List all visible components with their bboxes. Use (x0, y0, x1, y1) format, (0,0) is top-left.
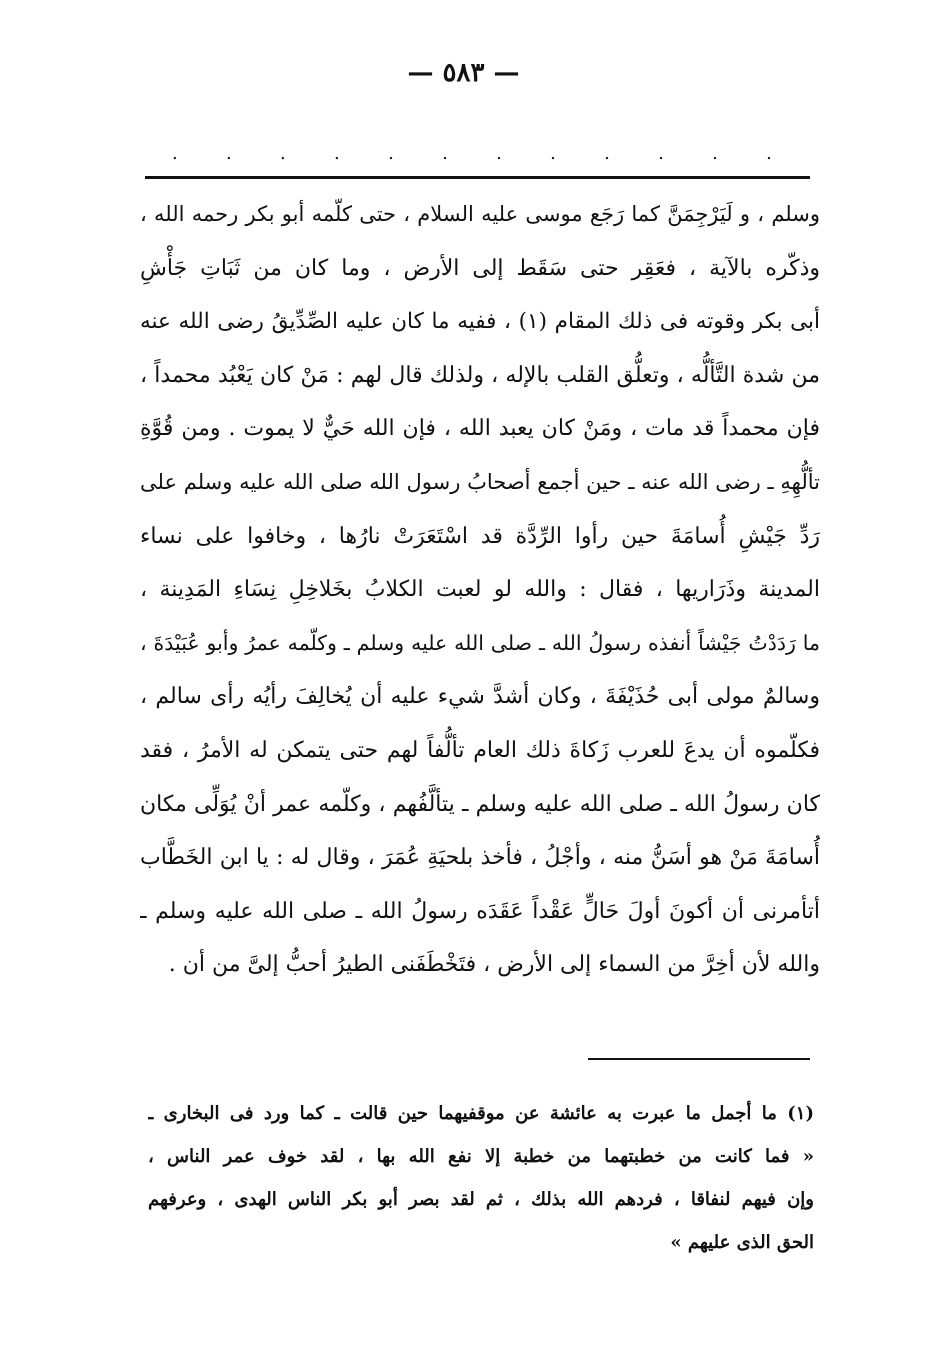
ornament-dot: . (766, 143, 772, 164)
ornament-dot: . (658, 143, 664, 164)
text-line: فإن محمداً قد مات ، ومَنْ كان يعبد الله ، فإن الله حَيٌّ لا يموت . ومن قُوَّةِ (140, 416, 820, 442)
text-line: وسالمٌ مولى أبى حُذَيْفَةَ ، وكان أشدَّ شيء عليه أن يُخالِفَ رأيُه رأى سالم ، (140, 684, 820, 710)
ornament-dot: . (712, 143, 718, 164)
text-line: رَدِّ جَيْشِ أُسامَةَ حين رأوا الرِّدَّة قد اسْتَعَرَتْ نارُها ، وخافوا على نساء (140, 523, 820, 549)
header-rule (145, 176, 810, 179)
ornament-dot: . (604, 143, 610, 164)
body-text (140, 188, 820, 992)
text-line: وسلم ، و لَيَرْجِمَنَّ كما رَجَع موسى عليه السلام ، حتى كلّمه أبو بكر رحمه الله ، (140, 202, 820, 226)
ornament-dot: . (442, 143, 448, 164)
ornament-row (172, 145, 772, 163)
footnote-line: (١) ما أجمل ما عبرت به عائشة عن موقفيهما حين قالت ـ كما ورد فى البخارى ـ (148, 1103, 814, 1124)
text-line: المدينة وذَرَاريها ، فقال : والله لو لعبت الكلابُ بخَلاخِلِ نِسَاءِ المَدِينة ، (140, 577, 820, 603)
page-number: — ٥٨٣ — (407, 58, 520, 88)
text-line: والله لأن أخِرَّ من السماء إلى الأرض ، فتَخْطَفَنى الطيرُ أحبُّ إلىَّ من أن . (168, 952, 820, 978)
footnote-line: وإن فيهم لنفاقا ، فردهم الله بذلك ، ثم لقد بصر أبو بكر الناس الهدى ، وعرفهم (148, 1189, 814, 1210)
text-line: تألُّهِهِ ـ رضى الله عنه ـ حين أجمع أصحابُ رسول الله صلى الله عليه وسلم على (140, 469, 820, 494)
text-line: ما رَدَدْتُ جَيْشاً أنفذه رسولُ الله ـ صلى الله عليه وسلم ـ وكلّمه عمرُ وأبو عُبَيْدَةَ ، (140, 630, 820, 655)
text-line: كان رسولُ الله ـ صلى الله عليه وسلم ـ يتألَّفُهم ، وكلّمه عمر أنْ يُوَلِّى مكان (140, 791, 820, 817)
ornament-dot: . (226, 143, 232, 164)
text-line: وذكّره بالآية ، فعَقِر حتى سَقَط إلى الأرض ، وما كان من ثَبَاتِ جَأْشِ (140, 255, 820, 281)
ornament-dot: . (388, 143, 394, 164)
ornament-dot: . (280, 143, 286, 164)
ornament-dot: . (172, 143, 178, 164)
ornament-dot: . (550, 143, 556, 164)
text-line: أُسامَةَ مَنْ هو أسَنُّ منه ، وأجْلُ ، فأخذ بلحيَةِ عُمَرَ ، وقال له : يا ابن الخَطَّاب (140, 845, 820, 871)
ornament-dot: . (496, 143, 502, 164)
text-line: أبى بكر وقوته فى ذلك المقام (١) ، ففيه ما كان عليه الصِّدِّيقُ رضى الله عنه (140, 309, 820, 335)
ornament-dot: . (334, 143, 340, 164)
footnote-line: « فما كانت من خطبتهما من خطبة إلا نفع الله بها ، لقد خوف عمر الناس ، (148, 1146, 814, 1167)
text-line: أتأمرنى أن أكونَ أولَ حَالٍّ عَقْداً عَقَدَه رسولُ الله ـ صلى الله عليه وسلم ـ (140, 898, 820, 924)
footnote-rule (588, 1058, 810, 1060)
footnote-line: الحق الذى عليهم » (670, 1232, 814, 1253)
footnote (148, 1092, 814, 1264)
text-line: من شدة التَّألُّه ، وتعلُّق القلب بالإله ، ولذلك قال لهم : مَنْ كان يَعْبُد محمداً ، (140, 362, 820, 388)
text-line: فكلّموه أن يدعَ للعرب زَكاةَ ذلك العام تألُّفاً لهم حتى يتمكن له الأمرُ ، فقد (140, 737, 820, 763)
